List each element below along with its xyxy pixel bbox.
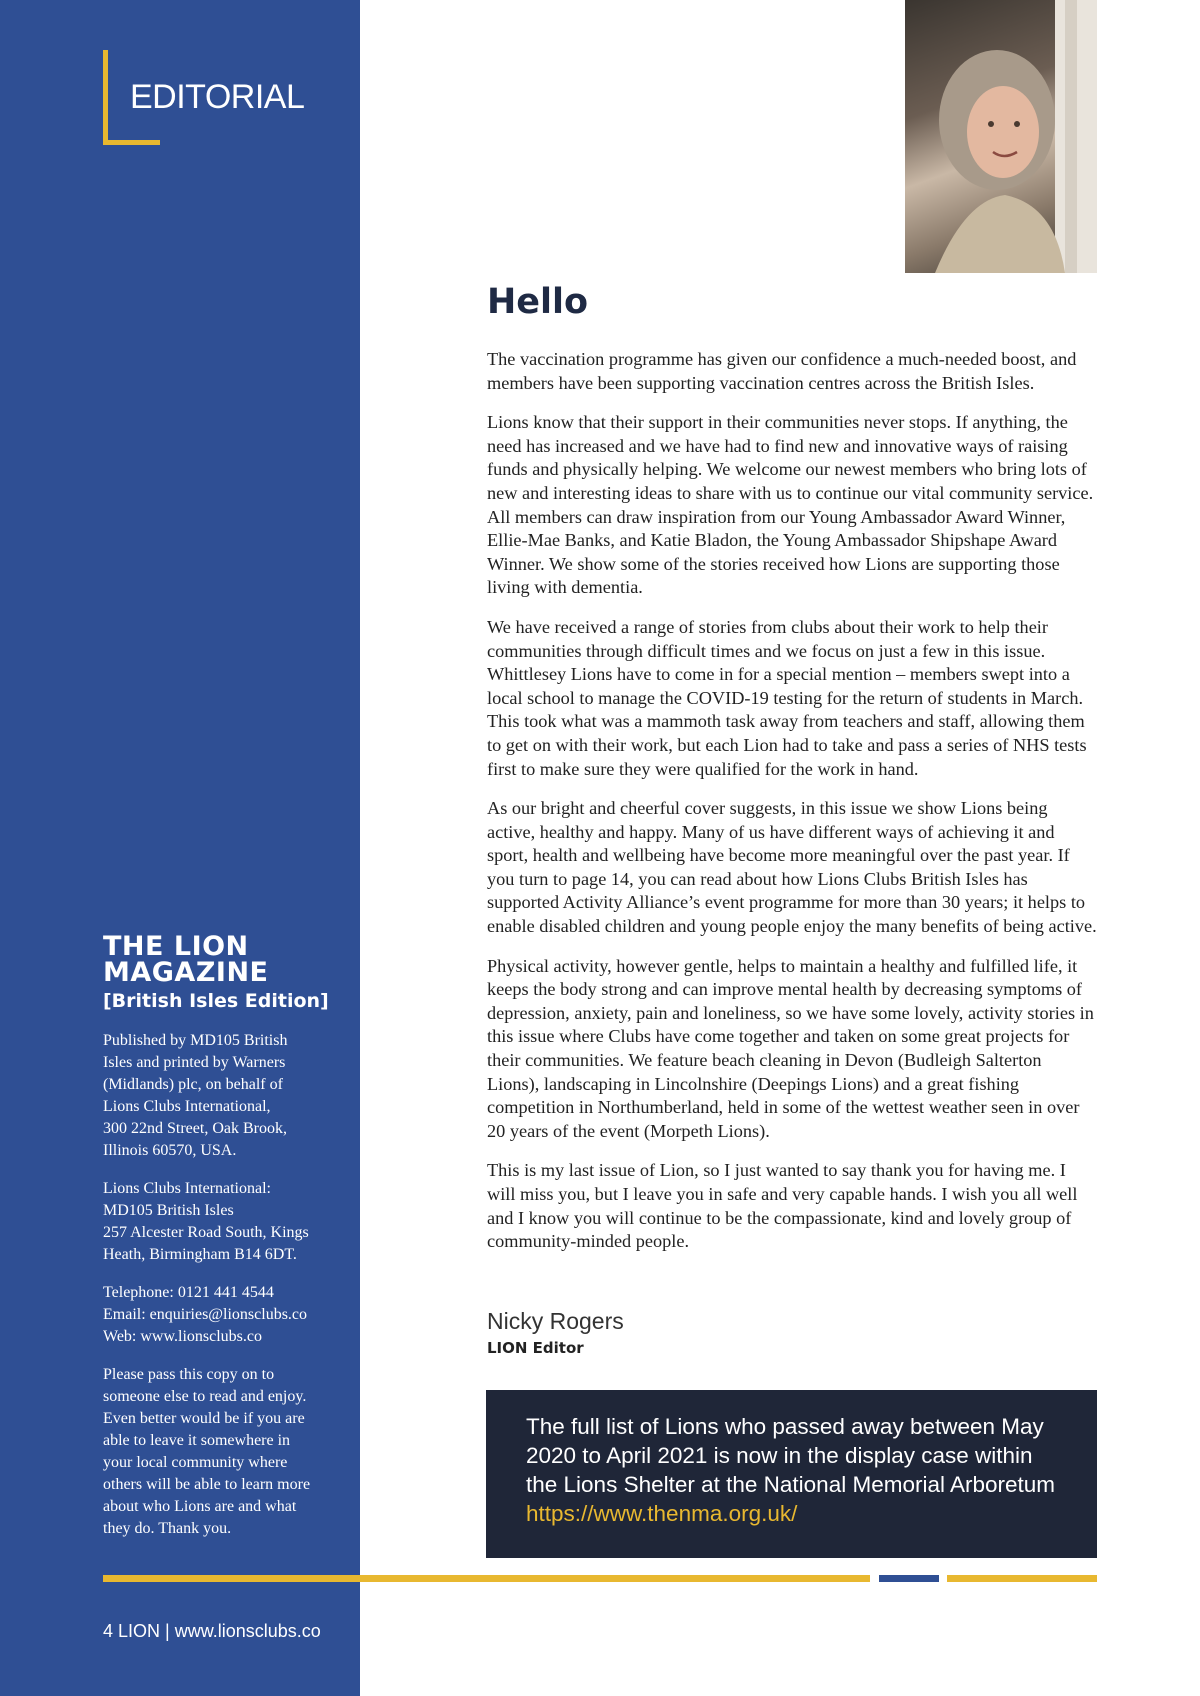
eye-right [1014, 121, 1020, 127]
footer-rule-yellow [103, 1575, 870, 1582]
info-line: about who Lions are and what [103, 1498, 297, 1515]
info-line: (Midlands) plc, on behalf of [103, 1076, 283, 1093]
memorial-notice [486, 1390, 1097, 1558]
info-line: 300 22nd Street, Oak Brook, [103, 1120, 287, 1137]
info-line: Illinois 60570, USA. [103, 1142, 237, 1159]
signature-name: Nicky Rogers [487, 1308, 624, 1334]
info-line: others will be able to learn more [103, 1476, 311, 1493]
arboretum-link[interactable]: https://www.thenma.org.uk/ [526, 1501, 798, 1526]
masthead-title [103, 931, 343, 988]
masthead-edition: [British Isles Edition] [103, 990, 329, 1012]
sidebar [0, 0, 360, 1696]
masthead [103, 931, 343, 1556]
article-heading: Hello [487, 282, 589, 322]
article-paragraph: Lions know that their support in their communities never stops. If anything, the need has increased and we have had to find new and innovative ways of raising funds and physically helping. We welcome our newest members who bring lots of new and interesting ideas to share with us to continue our vital community service. All members can draw inspiration from our Young Ambassador Award Winner, Ellie-Mae Banks, and Katie Bladon, the Young Ambassador Shipshape Award Winner. We show some of the stories received how Lions are supporting those living with dementia. [487, 412, 1094, 598]
info-line: Lions Clubs International, [103, 1098, 271, 1115]
notice-line: The full list of Lions who passed away between May [526, 1414, 1044, 1439]
section-title: EDITORIAL [130, 78, 305, 116]
info-line: MD105 British Isles [103, 1202, 234, 1219]
article-paragraph: We have received a range of stories from clubs about their work to help their communities through difficult times and we focus on just a few in this issue. Whittlesey Lions have to come in for a special mention – members swept into a local school to manage the COVID-19 testing for the return of students in March. This took what was a mammoth task away from teachers and staff, allowing them to get on with their work, but each Lion had to take and pass a series of NHS tests first to make sure they were qualified for the work in hand. [487, 616, 1087, 779]
notice-line: the Lions Shelter at the National Memorial Arboretum [526, 1472, 1056, 1497]
article-paragraph: This is my last issue of Lion, so I just wanted to say thank you for having me. I will miss you, but I leave you in safe and very capable hands. I wish you all well and I know you will continue to be the compassionate, kind and lovely group of community-minded people. [487, 1160, 1078, 1252]
notice-line: 2020 to April 2021 is now in the display case within [526, 1443, 1033, 1468]
info-line: your local community where [103, 1454, 288, 1471]
footer-rule-blue [879, 1575, 939, 1582]
article-paragraph: Physical activity, however gentle, helps to maintain a healthy and fulfilled life, it keeps the body strong and can improve mental health by decreasing symptoms of depression, anxiety, pain and loneliness, so we have some lovely, activity stories in this issue where Clubs have come together and taken on some great projects for their communities. We feature beach cleaning in Devon (Budleigh Salterton Lions), landscaping in Lincolnshire (Deepings Lions) and a great fishing competition in Northumberland, held in some of the wettest weather seen in over 20 years of the event (Morpeth Lions). [487, 955, 1094, 1141]
web-link[interactable]: Web: www.lionsclubs.co [103, 1328, 262, 1345]
info-line: Lions Clubs International: [103, 1180, 271, 1197]
office-address [103, 1178, 343, 1266]
article-paragraph: As our bright and cheerful cover suggests, in this issue we show Lions being active, healthy and happy. Many of us have different ways of achieving it and sport, health and wellbeing have become more meaningful over the past year. If you turn to page 14, you can read about how Lions Clubs British Isles has supported Activity Alliance’s event programme for more than 30 years; it helps to enable disabled children and young people enjoy the many benefits of being active. [487, 798, 1097, 937]
article-paragraph: The vaccination programme has given our confidence a much-needed boost, and members have been supporting vaccination centres across the British Isles. [487, 349, 1077, 393]
page-footer: 4 LION | www.lionsclubs.co [103, 1621, 321, 1641]
info-line: Please pass this copy on to [103, 1366, 275, 1383]
publisher-info [103, 1030, 343, 1540]
info-line: someone else to read and enjoy. [103, 1388, 307, 1405]
info-line: Isles and printed by Warners [103, 1054, 286, 1071]
info-line: Even better would be if you are [103, 1410, 305, 1427]
portrait-image [905, 0, 1097, 273]
notice-text [526, 1412, 1057, 1499]
info-line: Heath, Birmingham B14 6DT. [103, 1246, 297, 1263]
editor-photo [905, 0, 1097, 273]
footer-rule-yellow-short [947, 1575, 1097, 1582]
info-line: 257 Alcester Road South, Kings [103, 1224, 309, 1241]
door-frame [1065, 0, 1077, 273]
jacket [935, 195, 1065, 273]
email-link[interactable]: Email: enquiries@lionsclubs.co [103, 1306, 308, 1323]
face [967, 86, 1039, 178]
article-body [487, 348, 1097, 1270]
masthead-title-line1: THE LION [103, 931, 249, 962]
masthead-title-line2: MAGAZINE [103, 957, 269, 988]
signature-role: LION Editor [487, 1339, 584, 1357]
published-by [103, 1030, 343, 1162]
info-line: they do. Thank you. [103, 1520, 232, 1537]
info-line: able to leave it somewhere in [103, 1432, 291, 1449]
telephone: Telephone: 0121 441 4544 [103, 1284, 274, 1301]
info-line: Published by MD105 British [103, 1032, 288, 1049]
pass-on-note [103, 1364, 343, 1540]
contact-details [103, 1282, 343, 1348]
eye-left [988, 121, 994, 127]
